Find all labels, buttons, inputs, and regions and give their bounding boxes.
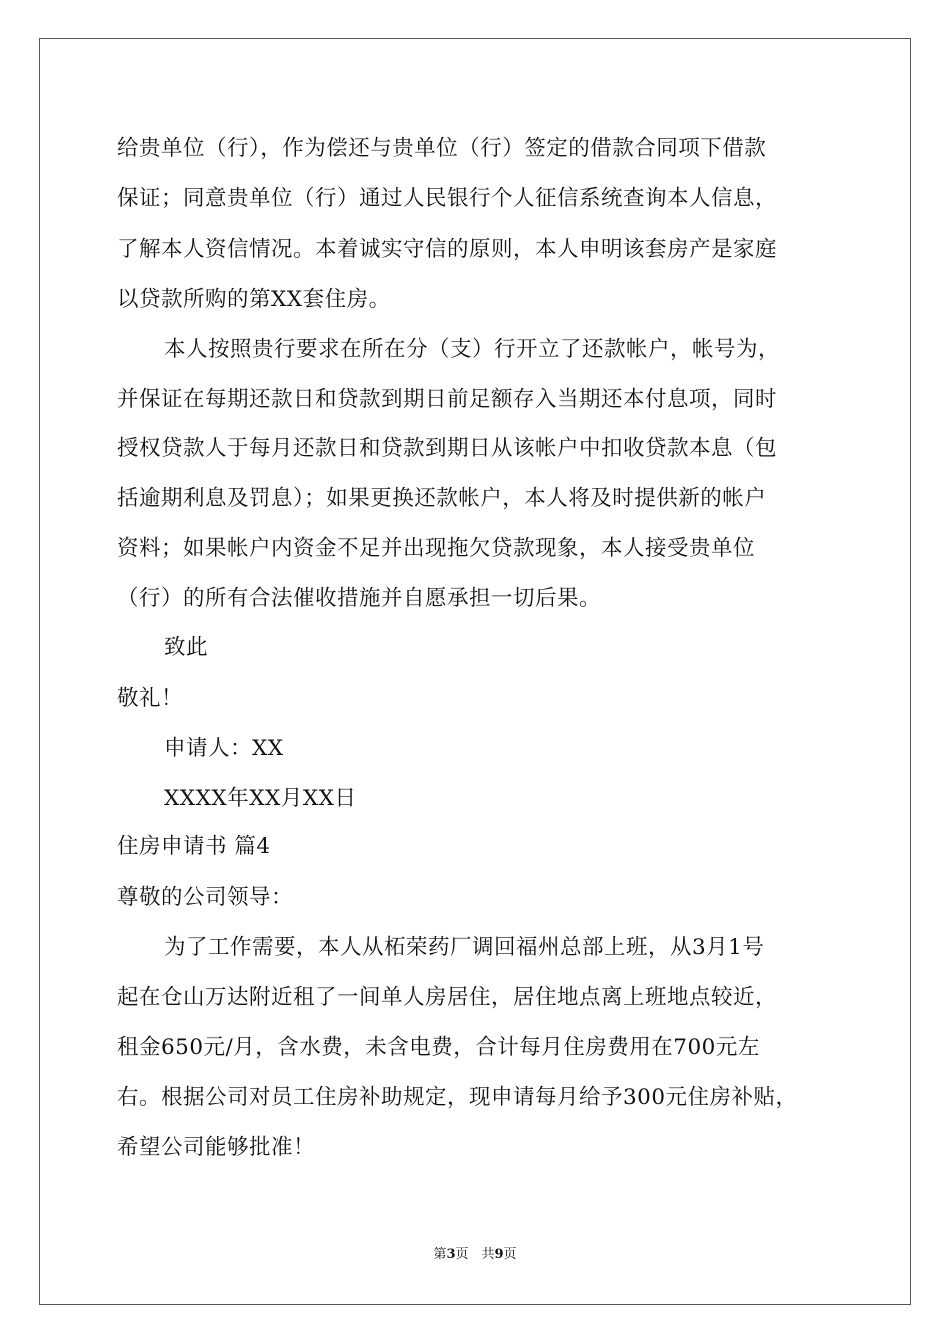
- section-heading: 住房申请书 篇4: [117, 834, 271, 859]
- page-footer: [0, 1247, 950, 1263]
- text-line-17: 为了工作需要，本人从柘荣药厂调回福州总部上班，从3月1号: [164, 935, 765, 960]
- closing-jingli: 敬礼！: [117, 686, 184, 711]
- text-line-9: 资料；如果帐户内资金不足并出现拖欠贷款现象，本人接受贵单位: [117, 536, 756, 561]
- date-line: XXXX年XX月XX日: [164, 786, 357, 811]
- salutation: 尊敬的公司领导：: [117, 885, 294, 910]
- text-line-4: 以贷款所购的第XX套住房。: [117, 287, 391, 312]
- text-line-6: 并保证在每期还款日和贷款到期日前足额存入当期还本付息项，同时: [117, 387, 778, 412]
- footer-prefix: 第: [433, 1247, 447, 1262]
- text-line-21: 希望公司能够批准！: [117, 1135, 316, 1160]
- text-line-8: 括逾期利息及罚息）；如果更换还款帐户，本人将及时提供新的帐户: [117, 486, 767, 511]
- text-line-20: 右。根据公司对员工住房补助规定，现申请每月给予300元住房补贴，: [117, 1085, 798, 1110]
- text-line-18: 起在仓山万达附近租了一间单人房居住，居住地点离上班地点较近，: [117, 985, 778, 1010]
- page-border: [39, 38, 911, 1305]
- applicant-line: 申请人：XX: [164, 736, 284, 761]
- text-line-7: 授权贷款人于每月还款日和贷款到期日从该帐户中扣收贷款本息（包: [117, 436, 778, 461]
- text-line-19: 租金650元/月，含水费，未含电费，合计每月住房费用在700元左: [117, 1035, 760, 1060]
- footer-suffix: 页: [503, 1247, 517, 1262]
- text-line-3: 了解本人资信情况。本着诚实守信的原则，本人申明该套房产是家庭: [117, 237, 778, 262]
- text-line-10: （行）的所有合法催收措施并自愿承担一切后果。: [117, 586, 602, 611]
- footer-mid: 页 共: [455, 1247, 495, 1262]
- text-line-1: 给贵单位（行），作为偿还与贵单位（行）签定的借款合同项下借款: [117, 136, 767, 161]
- closing-zhici: 致此: [164, 635, 209, 660]
- footer-current-page: 3: [446, 1247, 456, 1262]
- text-line-5: 本人按照贵行要求在所在分（支）行开立了还款帐户，帐号为，: [164, 337, 781, 362]
- text-line-2: 保证；同意贵单位（行）通过人民银行个人征信系统查询本人信息，: [117, 186, 778, 211]
- footer-total-pages: 9: [494, 1247, 504, 1262]
